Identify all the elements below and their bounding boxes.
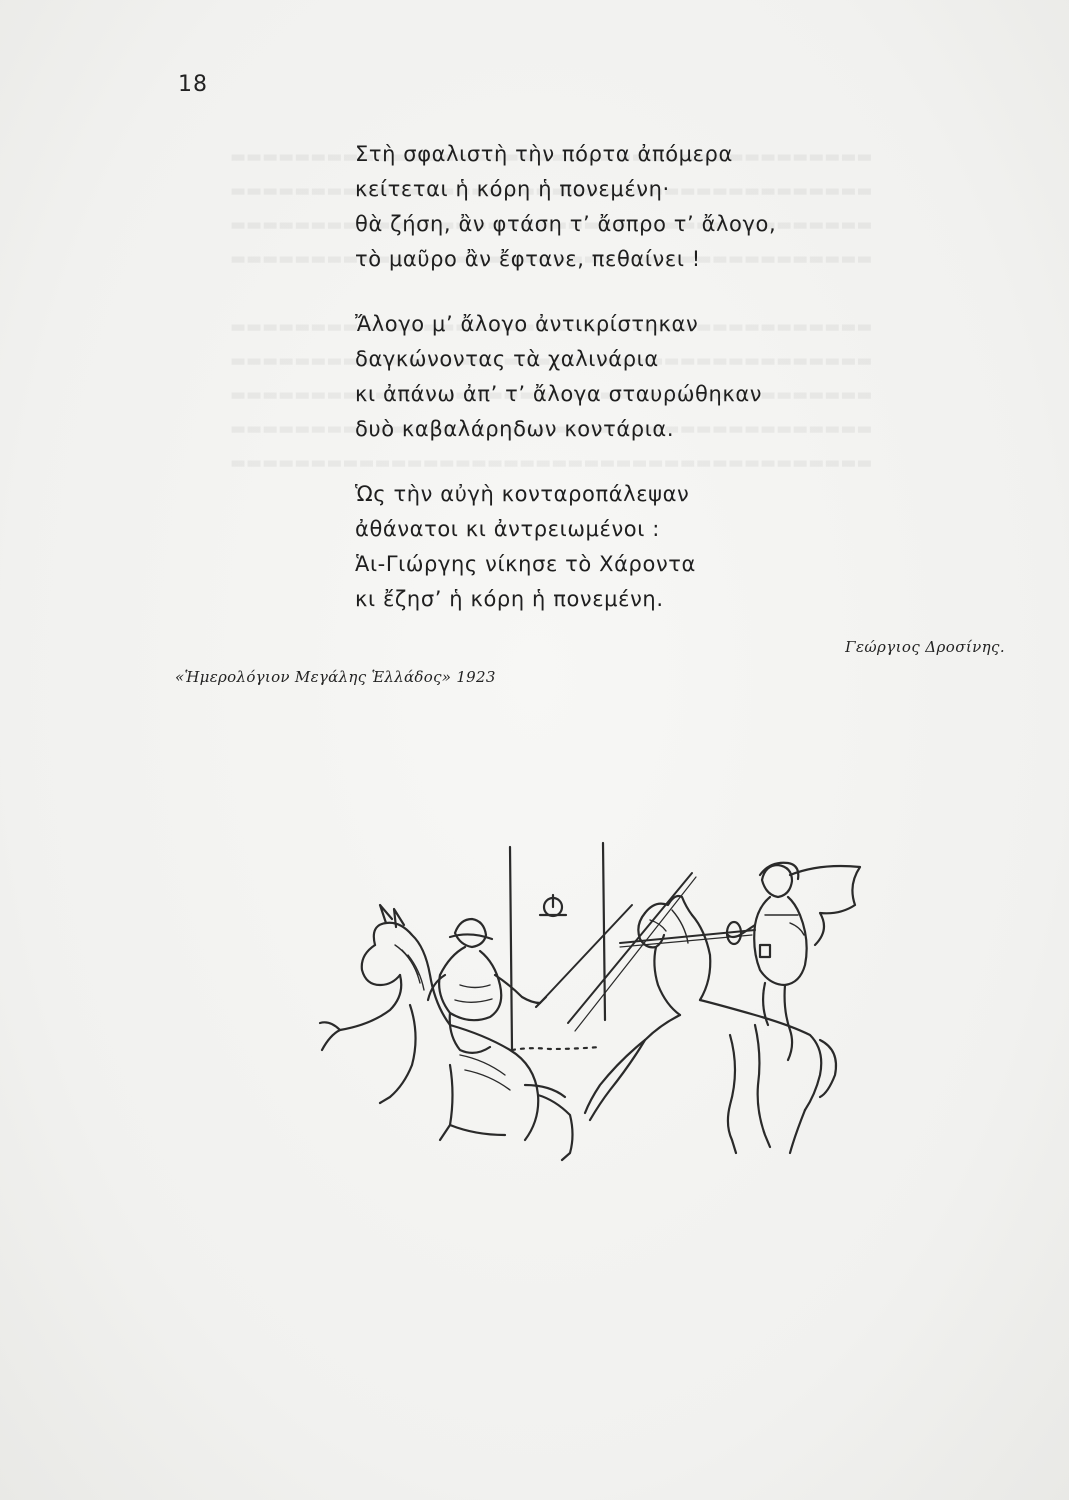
poem-line: Ὡς τὴν αὐγὴ κονταροπάλεψαν (355, 482, 690, 506)
poem-line: κι ἔζησ’ ἡ κόρη ἡ πονεμένη. (355, 587, 664, 611)
poem-line: δυὸ καβαλάρηδων κοντάρια. (355, 417, 675, 441)
door-frame (510, 843, 605, 1050)
jousting-knights-illustration-icon (300, 835, 880, 1235)
dark-horse (320, 905, 573, 1160)
poem-line: δαγκώνοντας τὰ χαλινάρια (355, 347, 659, 371)
poem-stanza-1 (355, 137, 915, 277)
poem-line: Στὴ σφαλιστὴ τὴν πόρτα ἀπόμερα (355, 142, 733, 166)
poem-line: ἀθάνατοι κι ἀντρειωμένοι : (355, 517, 660, 541)
poem-line: θὰ ζήση, ἂν φτάση τ’ ἄσπρο τ’ ἄλογο, (355, 212, 777, 236)
poem-line: Ἄλογο μ’ ἄλογο ἀντικρίστηκαν (355, 312, 699, 336)
poem-line: τὸ μαῦρο ἂν ἔφτανε, πεθαίνει ! (355, 247, 701, 271)
right-knight (727, 863, 860, 1060)
poem (355, 137, 915, 647)
poem-author: Γεώργιος Δροσίνης. (845, 638, 1005, 656)
poem-line: Ἁι-Γιώργης νίκησε τὸ Χάροντα (355, 552, 696, 576)
poem-stanza-2 (355, 307, 915, 447)
poem-source-citation: «Ἡμερολόγιον Μεγάλης Ἑλλάδος» 1923 (175, 668, 496, 686)
left-knight (428, 905, 632, 1053)
page-number: 18 (178, 72, 208, 97)
poem-line: κείτεται ἡ κόρη ἡ πονεμένη· (355, 177, 670, 201)
poem-line: κι ἀπάνω ἀπ’ τ’ ἄλογα σταυρώθηκαν (355, 382, 763, 406)
poem-stanza-3 (355, 477, 915, 617)
